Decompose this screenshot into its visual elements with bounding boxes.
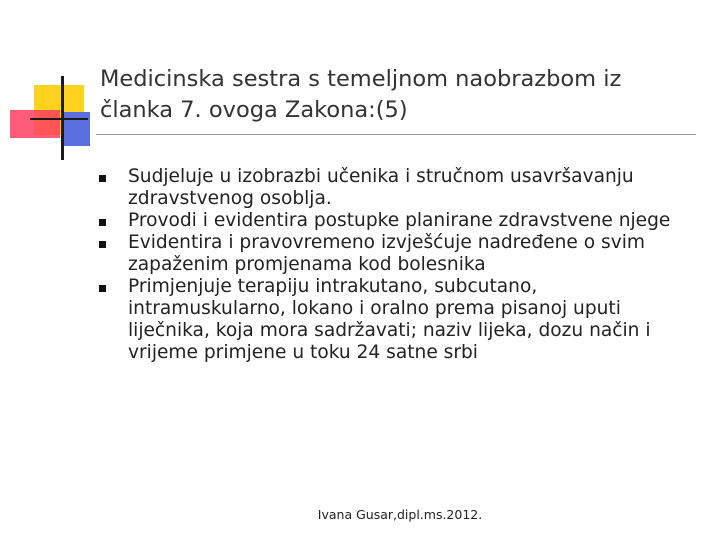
square-bullet-icon (99, 241, 106, 248)
red-square (10, 110, 60, 138)
bullet-text: Provodi i evidentira postupke planirane zdravstvene njege (128, 210, 671, 231)
square-bullet-icon (99, 219, 106, 226)
square-bullet-icon (99, 175, 106, 182)
horizontal-rule (30, 118, 88, 120)
slide-footer: Ivana Gusar,dipl.ms.2012. (317, 507, 483, 522)
bullet-item (96, 166, 696, 210)
bullet-text: Primjenjuje terapiju intrakutano, subcutano, intramuskularno, lokano i oralno prema pisanoj uputi liječnika, koja mora sadržavati; naziv lijeka, dozu način i vrijeme primjene u toku 24 satne srbi (128, 276, 651, 363)
bullet-item (96, 210, 696, 232)
bullet-item (96, 276, 696, 364)
square-bullet-icon (99, 285, 106, 292)
bullet-text: Sudjeluje u izobrazbi učenika i stručnom usavršavanju zdravstvenog osoblja. (128, 166, 634, 209)
bullet-list (96, 166, 696, 364)
slide-title: Medicinska sestra s temeljnom naobrazbom iz članka 7. ovoga Zakona:(5) (100, 66, 622, 123)
bullet-text: Evidentira i pravovremeno izvješćuje nadređene o svim zapaženim promjenama kod bolesnika (128, 232, 645, 275)
bullet-item (96, 232, 696, 276)
title-underline (96, 134, 696, 135)
